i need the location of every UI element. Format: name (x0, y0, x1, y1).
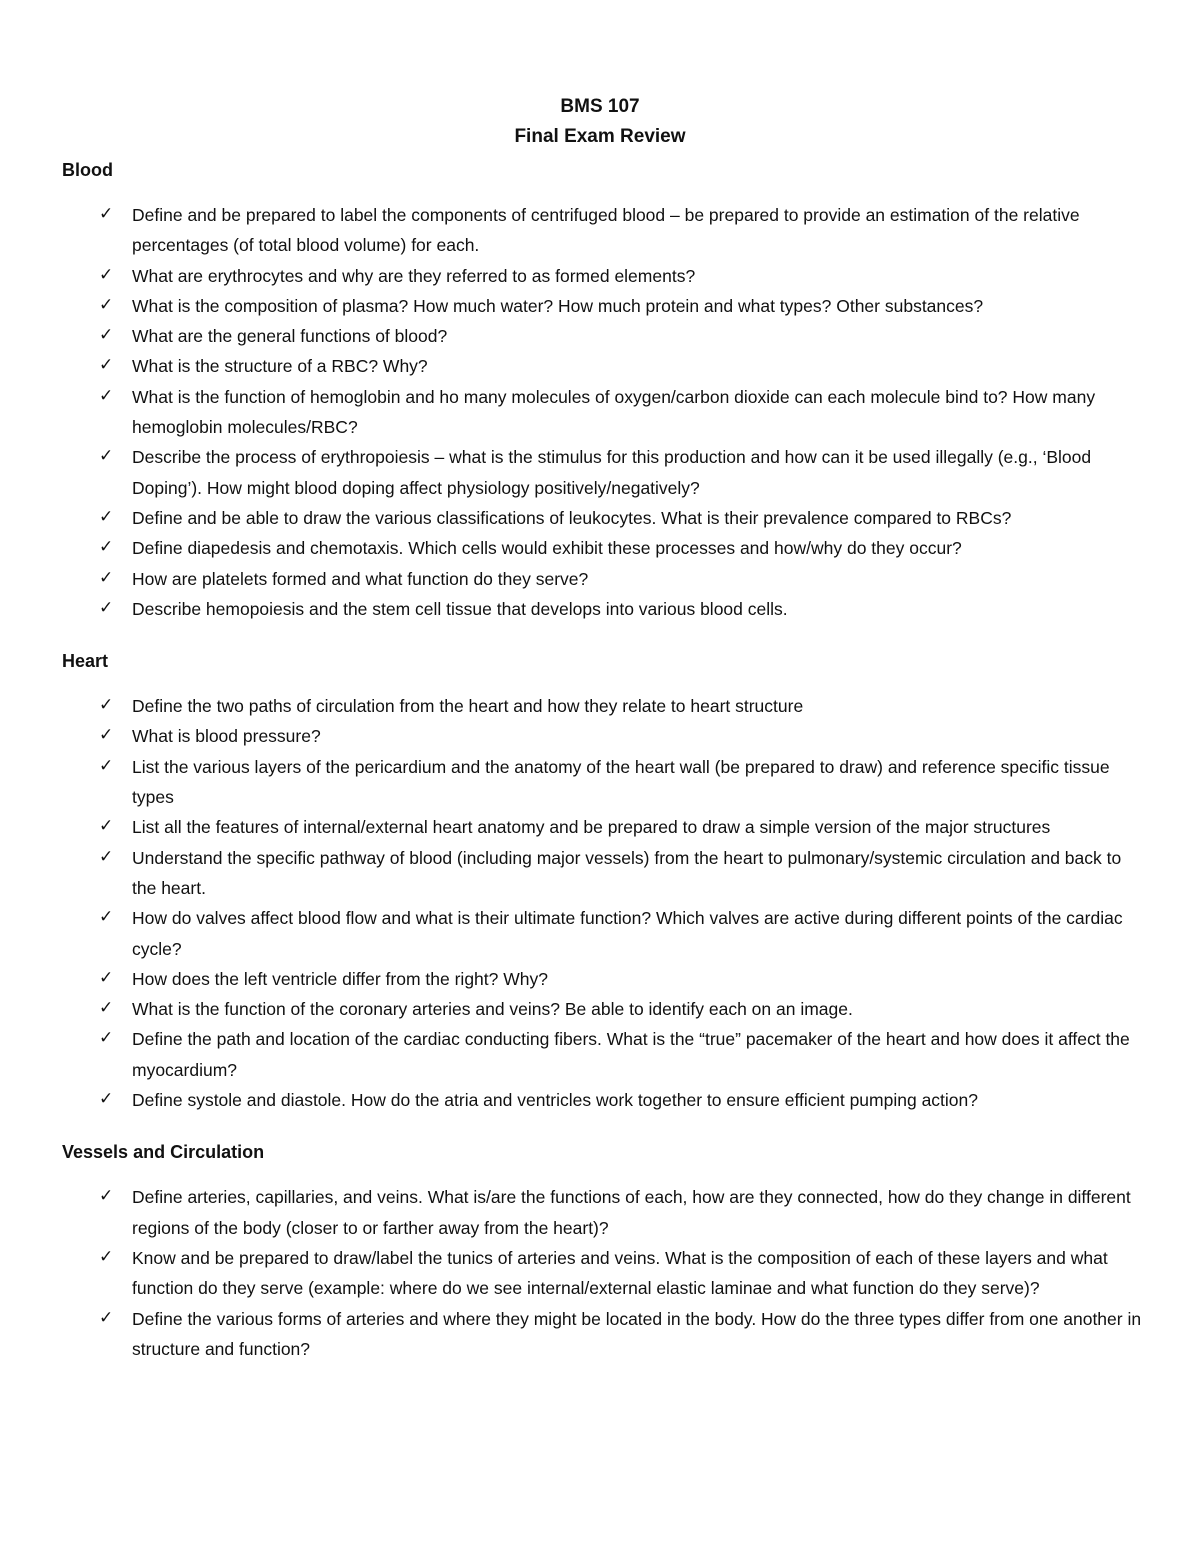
checklist-item (62, 261, 1142, 291)
checklist-item-text: Define the path and location of the cardiac conducting fibers. What is the “true” pacemaker of the heart and how does it affect the myocardium? (132, 1029, 1130, 1080)
checklist-item (62, 994, 1142, 1024)
checkmark-icon: ✓ (99, 446, 114, 467)
section-heading: Blood (62, 160, 113, 180)
checklist-item (62, 812, 1142, 842)
checkmark-icon: ✓ (99, 1089, 114, 1110)
checkmark-icon: ✓ (99, 506, 114, 527)
section-vessels-and-circulation (62, 1137, 1142, 1364)
checklist-item (62, 903, 1142, 964)
document-body (62, 155, 1142, 1386)
checklist-item (62, 442, 1142, 503)
checklist-item-text: How are platelets formed and what function do they serve? (132, 568, 589, 589)
checklist-item (62, 752, 1142, 813)
checkmark-icon: ✓ (99, 355, 114, 376)
checklist-item (62, 503, 1142, 533)
checklist-item (62, 564, 1142, 594)
checklist (62, 200, 1142, 624)
checklist-item (62, 533, 1142, 563)
checklist-item-text: Define arteries, capillaries, and veins. What is/are the functions of each, how are they connected, how do they change in different regions of the body (closer to or farther away from the heart)? (132, 1187, 1131, 1238)
checklist-item-text: Know and be prepared to draw/label the tunics of arteries and veins. What is the composition of each of these layers and what function do they serve (example: where do we see internal/external elastic laminae and what function do they serve)? (132, 1247, 1108, 1299)
checklist-item-text: Define the two paths of circulation from the heart and how they relate to heart structure (132, 696, 804, 717)
checkmark-icon: ✓ (99, 385, 114, 406)
checklist-item-text: What is blood pressure? (132, 726, 321, 747)
checkmark-icon: ✓ (99, 755, 114, 776)
checkmark-icon: ✓ (99, 816, 114, 837)
checklist-item (62, 291, 1142, 321)
checklist-item-text: List all the features of internal/external heart anatomy and be prepared to draw a simple version of the major structures (132, 817, 1051, 838)
section-heading: Vessels and Circulation (62, 1142, 265, 1163)
checklist-item-text: List the various layers of the pericardium and the anatomy of the heart wall (be prepared to draw) and reference specific tissue types (132, 756, 1110, 808)
document-subtitle: Final Exam Review (514, 126, 686, 147)
checklist-item (62, 1243, 1142, 1304)
checklist-item-text: What is the function of hemoglobin and ho many molecules of oxygen/carbon dioxide can each molecule bind to? How many hemoglobin molecules/RBC? (132, 386, 1096, 438)
checklist-item-text: How do valves affect blood flow and what is their ultimate function? Which valves are active during different points of the cardiac cycle? (132, 908, 1123, 959)
checklist-item-text: Describe hemopoiesis and the stem cell tissue that develops into various blood cells. (132, 598, 788, 619)
checkmark-icon: ✓ (99, 1307, 114, 1328)
checklist-item-text: What is the structure of a RBC? Why? (132, 356, 428, 377)
checkmark-icon: ✓ (99, 204, 114, 224)
checklist-item-text: What is the function of the coronary arteries and veins? Be able to identify each on an image. (132, 999, 853, 1020)
checklist-item (62, 1182, 1142, 1243)
checklist-item-text: Describe the process of erythropoiesis – what is the stimulus for this production and how can it be used illegally (e.g., ‘Blood Doping’). How might blood doping affect physiology positively/negatively? (132, 447, 1092, 498)
checklist-item-text: Define diapedesis and chemotaxis. Which cells would exhibit these processes and how/why do they occur? (132, 538, 962, 559)
checkmark-icon: ✓ (99, 294, 114, 315)
checkmark-icon: ✓ (99, 325, 114, 346)
checklist-item (62, 843, 1142, 904)
document-header (0, 92, 1200, 152)
checklist-item (62, 594, 1142, 624)
checklist-item-text: What are erythrocytes and why are they referred to as formed elements? (132, 265, 696, 286)
checkmark-icon: ✓ (99, 695, 114, 716)
checklist-item (62, 351, 1142, 381)
checkmark-icon: ✓ (99, 846, 114, 867)
checklist-item-text: What is the composition of plasma? How much water? How much protein and what types? Other substances? (132, 295, 984, 316)
section-heart (62, 646, 1142, 1115)
checkmark-icon: ✓ (99, 264, 114, 285)
checkmark-icon: ✓ (99, 998, 114, 1019)
checklist-item-text: Define the various forms of arteries and where they might be located in the body. How do the three types differ from one another in structure and function? (132, 1308, 1142, 1359)
checklist-item (62, 1304, 1142, 1365)
checkmark-icon: ✓ (99, 537, 114, 558)
checkmark-icon: ✓ (99, 907, 114, 928)
checklist-item-text: What are the general functions of blood? (132, 326, 448, 347)
checkmark-icon: ✓ (99, 567, 114, 588)
checklist-item (62, 382, 1142, 443)
checklist (62, 691, 1142, 1115)
checklist-item (62, 200, 1142, 261)
checkmark-icon: ✓ (99, 725, 114, 746)
document-title: BMS 107 (560, 96, 640, 117)
checklist-item-text: Define and be prepared to label the components of centrifuged blood – be prepared to provide an estimation of the relative percentages (of total blood volume) for each. (132, 205, 1080, 256)
checklist-item-text: Define systole and diastole. How do the atria and ventricles work together to ensure efficient pumping action? (132, 1090, 978, 1111)
section-blood (62, 155, 1142, 624)
checkmark-icon: ✓ (99, 1028, 114, 1049)
checklist-item-text: Define and be able to draw the various classifications of leukocytes. What is their prevalence compared to RBCs? (132, 507, 1012, 528)
checklist-item (62, 321, 1142, 351)
checkmark-icon: ✓ (99, 597, 114, 618)
section-heading: Heart (62, 651, 109, 672)
checklist-item (62, 1024, 1142, 1085)
checklist-item (62, 691, 1142, 721)
checklist-item (62, 964, 1142, 994)
checklist-item (62, 721, 1142, 751)
checklist-item (62, 1085, 1142, 1115)
checkmark-icon: ✓ (99, 1186, 114, 1207)
checkmark-icon: ✓ (99, 967, 114, 988)
checkmark-icon: ✓ (99, 1246, 114, 1267)
checklist-item-text: How does the left ventricle differ from the right? Why? (132, 968, 548, 989)
checklist (62, 1182, 1142, 1364)
checklist-item-text: Understand the specific pathway of blood (including major vessels) from the heart to pulmonary/systemic circulation and back to the heart. (132, 847, 1122, 898)
